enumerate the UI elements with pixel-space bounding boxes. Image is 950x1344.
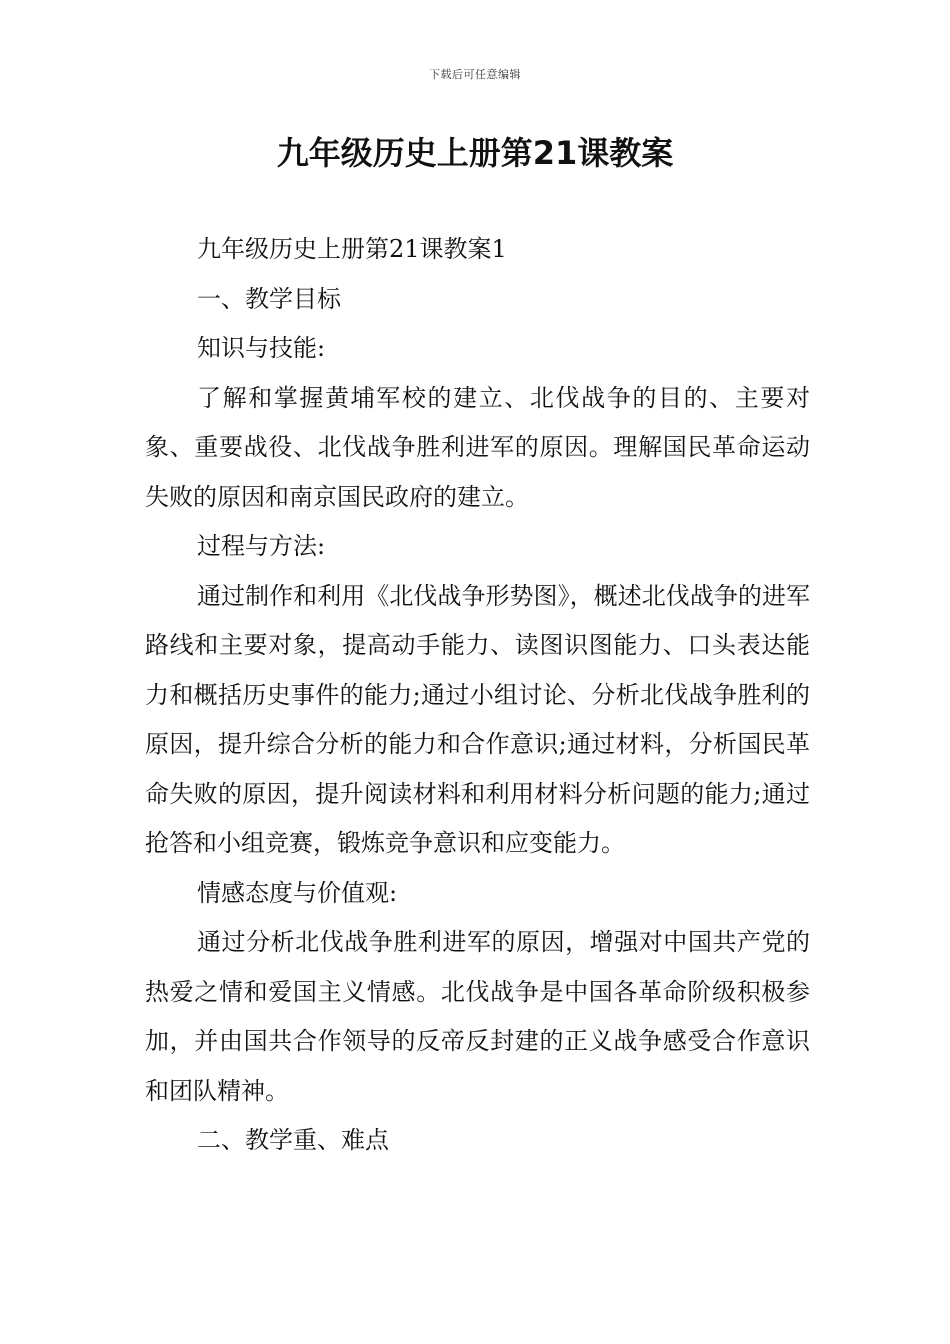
section-heading-objectives: 一、教学目标 bbox=[197, 284, 341, 313]
paragraph-emotion-values: 通过分析北伐战争胜利进军的原因，增强对中国共产党的热爱之情和爱国主义情感。北伐战争是中国各革命阶级积极参加，并由国共合作领导的反帝反封建的正义战争感受合作意识和团队精神。 bbox=[145, 928, 810, 1105]
document-body bbox=[145, 225, 810, 1166]
subheading-process-methods: 过程与方法: bbox=[197, 532, 326, 560]
header-note: 下载后可任意编辑 bbox=[429, 68, 521, 81]
paragraph-knowledge-skills: 了解和掌握黄埔军校的建立、北伐战争的目的、主要对象、重要战役、北伐战争胜利进军的原因。理解国民革命运动失败的原因和南京国民政府的建立。 bbox=[145, 383, 810, 511]
section-heading-key-difficult-points: 二、教学重、难点 bbox=[197, 1126, 389, 1154]
subheading-knowledge-skills: 知识与技能: bbox=[197, 334, 326, 362]
subheading-emotion-values: 情感态度与价值观: bbox=[197, 878, 398, 907]
paragraph-subtitle: 九年级历史上册第21课教案1 bbox=[197, 235, 507, 263]
paragraph-process-methods: 通过制作和利用《北伐战争形势图》，概述北伐战争的进军路线和主要对象，提高动手能力、读图识图能力、口头表达能力和概括历史事件的能力;通过小组讨论、分析北伐战争胜利的原因，提升综合分析的能力和合作意识;通过材料，分析国民革命失败的原因，提升阅读材料和利用材料分析问题的能力;通过抢答和小组竞赛，锻炼竞争意识和应变能力。 bbox=[145, 581, 810, 857]
document-title: 九年级历史上册第21课教案 bbox=[276, 134, 674, 172]
